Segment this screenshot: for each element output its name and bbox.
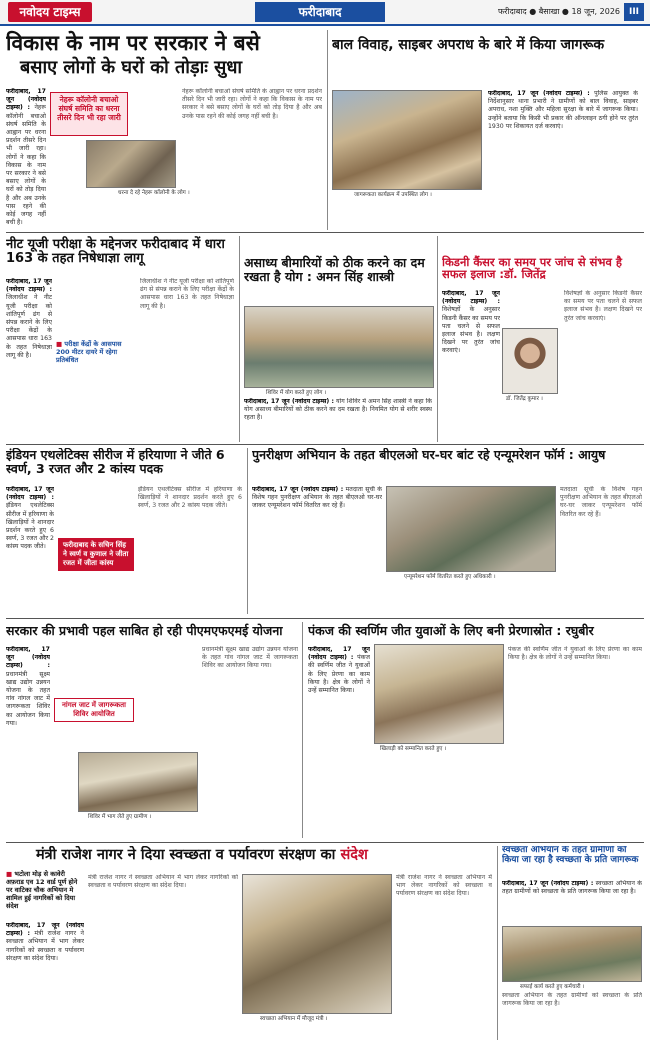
swachhata-body-text: स्वच्छता अभियान के तहत ग्रामीणों को स्वच्छता के प्रति जागरूक किया जा रहा है। [502,880,642,896]
cancer-body-text-col2: विशेषज्ञों के अनुसार किडनी कैंसर का समय पर पता चलने से सफल इलाज संभव है। लक्षण दिखने पर तुरंत जांच करवाएं। [564,290,642,322]
child-marriage-dateline: फरीदाबाद, 17 जून (नवोदय टाइम्स) : [488,90,590,97]
lead-dateline: फरीदाबाद, 17 जून (नवोदय टाइम्स) : [6,88,46,112]
swachhata-caption: सफाई कार्य करते हुए कर्मचारी । [518,982,638,990]
athletics-body-text-col2: इंडियन एथलेटिक्स सीरीज में हरियाणा के खिलाड़ियों ने शानदार प्रदर्शन करते हुए 6 स्वर्ण, 3 रजत और 2 कांस्य पदक जीते। [138,486,242,510]
lead-story [6,30,324,230]
neet-bullet [56,340,136,364]
cancer-story [442,236,644,444]
pankaj-dateline: फरीदाबाद, 17 जून (नवोदय टाइम्स) : [308,646,370,662]
pmfme-body [6,646,50,838]
lead-body-text-col2: नेहरू कॉलोनी बचाओ संघर्ष समिति के आह्वान पर धरना प्रदर्शन तीसरे दिन भी जारी रहा। लोगों ने कहा कि विकास के नाम पर सरकार ने बसे बसाए लोगों के घरों को तोड़ दिया है और अब उनके पास रहने की कोई जगह नहीं बची है। [182,88,322,120]
bullet-square-icon: ■ [56,340,65,348]
neet-body-text: जिलाधीश ने नीट यूजी परीक्षा को शांतिपूर्ण ढंग से संपन्न कराने के लिए परीक्षा केंद्रों के आसपास धारा 163 के तहत निषेधाज्ञा लागू की है। [6,294,52,359]
pankaj-body-col2 [508,646,642,838]
pankaj-body-text: पंकज की स्वर्णिम जीत ने युवाओं के लिए प्रेरणा का काम किया है। क्षेत्र के लोगों ने उन्हें सम्मानित किया। [308,654,370,695]
section-rule [6,232,644,233]
pmfme-caption: शिविर में भाग लेते हुए ग्रामीण । [86,812,196,820]
pankaj-body-text-col2: पंकज की स्वर्णिम जीत ने युवाओं के लिए प्रेरणा का काम किया है। क्षेत्र के लोगों ने उन्हें सम्मानित किया। [508,646,642,662]
cancer-dateline: फरीदाबाद, 17 जून (नवोदय टाइम्स) : [442,290,500,306]
column-divider [239,236,240,442]
section-rule [6,618,644,619]
survey-caption: एन्यूमरेशन फॉर्म वितरित करते हुए अधिकारी । [402,572,552,580]
pmfme-headline: सरकार की प्रभावी पहल साबित हो रही पीएमएफएमई योजना [6,623,283,638]
neet-body-text-col2: जिलाधीश ने नीट यूजी परीक्षा को शांतिपूर्ण ढंग से संपन्न कराने के लिए परीक्षा केंद्रों के आसपास धारा 163 के तहत निषेधाज्ञा लागू की है। [140,278,234,310]
child-marriage-body-text: पुलिस आयुक्त के निर्देशानुसार थाना प्रभारी ने ग्रामीणों को बाल विवाह, साइबर अपराध, नशा मुक्ति और महिला सुरक्षा के बारे में जागरूक किया। उन्होंने बताया कि किसी भी प्रकार की ऑनलाइन ठगी होने पर तुरंत 1930 पर शिकायत दर्ज करवाएं। [488,90,638,130]
minister-headline-main: मंत्री राजेश नागर ने दिया स्वच्छता व पर्यावरण संरक्षण का [36,847,336,863]
pmfme-body-text: प्रधानमंत्री सूक्ष्म खाद्य उद्योग उन्नयन योजना के तहत गांव नांगल जाट में जागरूकता शिविर का आयोजन किया गया। [6,670,50,727]
yoga-story [244,236,434,444]
swachhata-photo [502,926,642,982]
neet-body-col2 [140,278,234,440]
minister-bullet [6,870,84,910]
masthead [0,0,650,26]
pmfme-story [6,622,300,840]
column-divider [437,236,438,442]
pankaj-body [308,646,370,838]
child-marriage-headline: बाल विवाह, साइबर अपराध के बारे में किया जागरूक [332,37,605,53]
swachhata-dateline: फरीदाबाद, 17 जून (नवोदय टाइम्स) : [502,880,594,887]
swachhata-body [502,880,642,924]
page-number: III [624,3,644,21]
city-edition: फरीदाबाद [255,2,385,22]
column-divider [327,30,328,230]
cancer-photo [502,328,558,394]
yoga-body [244,398,432,442]
neet-bullet-text: परीक्षा केंद्रों के आसपास 200 मीटर दायरे में रहेगा प्रतिबंधित [56,340,122,364]
survey-headline: पुनरीक्षण अभियान के तहत बीएलओ घर-घर बांट रहे एन्यूमरेशन फॉर्म : आयुष [252,448,606,462]
yoga-photo [244,306,434,388]
athletics-body-col2 [138,486,242,614]
yoga-body-text: योग शिविर में अमन सिंह शास्त्री ने कहा कि योग असाध्य बीमारियों को ठीक करने का दम रखता है। नियमित योग से शरीर स्वस्थ रहता है। [244,398,432,422]
child-marriage-story [332,30,644,230]
column-divider [497,846,498,1040]
minister-photo [242,874,392,1014]
lead-body-text: नेहरू कॉलोनी बचाओ संघर्ष समिति के आह्वान पर धरना प्रदर्शन तीसरे दिन भी जारी रहा। लोगों ने कहा कि विकास के नाम पर सरकार ने बसे बसाए लोगों के घरों को तोड़ दिया है और अब उनके पास रहने की कोई जगह नहीं बची है। [6,104,46,227]
edition-date: फरीदाबाद ● बैसाखा ● 18 जून, 2026 [497,7,620,16]
yoga-caption: शिविर में योग करते हुए लोग । [264,388,424,396]
swachhata-body-text-bottom: स्वच्छता अभियान के तहत ग्रामीणों को स्वच्छता के प्रति जागरूक किया जा रहा है। [502,992,642,1008]
lead-body [6,88,46,228]
minister-bullet-text: भटोला मोड़ से कावेरी अफ़राड एव 12 वार्ड पूर्ण होने पर वाटिका चौक अभियान मे शामिल हुई नागरिकों को दिया संदेश [6,870,78,910]
athletics-body [6,486,54,614]
column-divider [247,448,248,614]
survey-body-text: मतदाता सूची के विशेष गहन पुनरीक्षण अभियान के तहत बीएलओ घर-घर जाकर एन्यूमरेशन फॉर्म वितरित कर रहे हैं। [252,486,382,510]
pmfme-body-text-col2: प्रधानमंत्री सूक्ष्म खाद्य उद्योग उन्नयन योजना के तहत गांव नांगल जाट में जागरूकता शिविर का आयोजन किया गया। [202,646,298,670]
minister-body-col2 [88,874,238,1038]
athletics-callout: फरीदाबाद के सचिन सिंह ने स्वर्ण व कुणाल ने जीता रजत में जीता कांस्य [58,538,134,571]
yoga-headline: असाध्य बीमारियों को ठीक करने का दम रखता है योग : अमन सिंह शास्त्री [244,255,425,284]
minister-body-text-col3: मंत्री राजेश नागर ने स्वच्छता अभियान में भाग लेकर नागरिकों को स्वच्छता व पर्यावरण संरक्षण का संदेश दिया। [396,874,492,898]
minister-headline-accent: संदेश [340,847,368,863]
athletics-headline: इंडियन एथलेटिक्स सीरीज में हरियाणा ने जीते 6 स्वर्ण, 3 रजत और 2 कांस्य पदक [6,448,225,476]
minister-body-text-col2: मंत्री राजेश नागर ने स्वच्छता अभियान में भाग लेकर नागरिकों को स्वच्छता व पर्यावरण संरक्षण का संदेश दिया। [88,874,238,890]
minister-dateline: फरीदाबाद, 17 जून (नवोदय टाइम्स) : [6,922,84,938]
pmfme-photo [78,752,198,812]
minister-caption: स्वच्छता अभियान में मौजूद मंत्री । [258,1014,388,1022]
lead-body-col2 [182,88,322,228]
minister-body-col3 [396,874,492,1038]
cancer-headline: किडनी कैंसर का समय पर जांच से संभव है सफल इलाज :डॉ. जितेंद्र [442,255,622,282]
lead-callout: नेहरू कॉलोनी बचाओ संघर्ष समिति का धरना तीसरे दिन भी रहा जारी [50,92,128,136]
survey-body-text-col2: मतदाता सूची के विशेष गहन पुनरीक्षण अभियान के तहत बीएलओ घर-घर जाकर एन्यूमरेशन फॉर्म वितरित कर रहे हैं। [560,486,642,518]
cancer-body-text: विशेषज्ञों के अनुसार किडनी कैंसर का समय पर पता चलने से सफल इलाज संभव है। लक्षण दिखने पर तुरंत जांच करवाएं। [442,306,500,355]
minister-story [6,846,494,1040]
section-rule [6,842,644,843]
section-rule [6,444,644,445]
neet-dateline: फरीदाबाद, 17 जून (नवोदय टाइम्स) : [6,278,52,294]
lead-headline-line1: विकास के नाम पर सरकार ने बसे [6,31,260,55]
athletics-body-text: इंडियन एथलेटिक्स सीरीज में हरियाणा के खिलाड़ियों ने शानदार प्रदर्शन करते हुए 6 स्वर्ण, 3 रजत और 2 कांस्य पदक जीते। [6,502,54,551]
survey-photo [386,486,556,572]
neet-headline: नीट यूजी परीक्षा के मद्देनजर फरीदाबाद में धारा 163 के तहत निषेधाज्ञा लागू [6,237,225,267]
bullet-square-icon: ■ [6,870,15,878]
lead-headline-line2: बसाए लोगों के घरों को तोड़ाः सुधा [20,57,243,78]
minister-headline [36,848,492,864]
athletics-dateline: फरीदाबाद, 17 जून (नवोदय टाइम्स) : [6,486,54,502]
pmfme-callout: नांगल जाट में जागरूकता शिविर आयोजित [54,698,134,722]
neet-body [6,278,52,440]
swachhata-body-bottom [502,992,642,1038]
pmfme-body-col2 [202,646,298,838]
yoga-dateline: फरीदाबाद, 17 जून (नवोदय टाइम्स) : [244,398,334,405]
child-marriage-photo [332,90,482,190]
cancer-caption: डॉ. जितेंद्र कुमार । [504,394,584,402]
survey-body [252,486,382,614]
minister-body [6,922,84,1038]
pankaj-story [308,622,644,840]
newspaper-brand: नवोदय टाइम्स [8,2,92,22]
pankaj-headline: पंकज की स्वर्णिम जीत युवाओं के लिए बनी प्रेरणास्रोत : रघुबीर [308,623,594,638]
child-marriage-caption: जागरूकता कार्यक्रम में उपस्थित लोग । [352,190,482,198]
swachhata-story [502,846,644,1040]
cancer-body [442,290,500,440]
pankaj-caption: खिलाड़ी को सम्मानित करते हुए । [378,744,508,752]
cancer-body-col2 [564,290,642,440]
survey-body-col2 [560,486,642,614]
lead-photo-caption: धरना दे रहे नेहरू कॉलोनी के लोग । [116,188,206,196]
column-divider [302,622,303,838]
swachhata-headline: स्वच्छता अभियान के तहत ग्रामीणों को किया जा रहा है स्वच्छता के प्रति जागरूक [502,846,639,865]
child-marriage-body [488,90,638,226]
neet-story [6,236,236,444]
athletics-story [6,448,244,616]
survey-story [252,448,644,616]
pankaj-photo [374,644,504,744]
survey-dateline: फरीदाबाद, 17 जून (नवोदय टाइम्स) : [252,486,344,493]
minister-body-text: मंत्री राजेश नागर ने स्वच्छता अभियान में भाग लेकर नागरिकों को स्वच्छता व पर्यावरण संरक्षण का संदेश दिया। [6,930,84,962]
lead-photo [86,140,176,188]
pmfme-dateline: फरीदाबाद, 17 जून (नवोदय टाइम्स) : [6,646,50,670]
